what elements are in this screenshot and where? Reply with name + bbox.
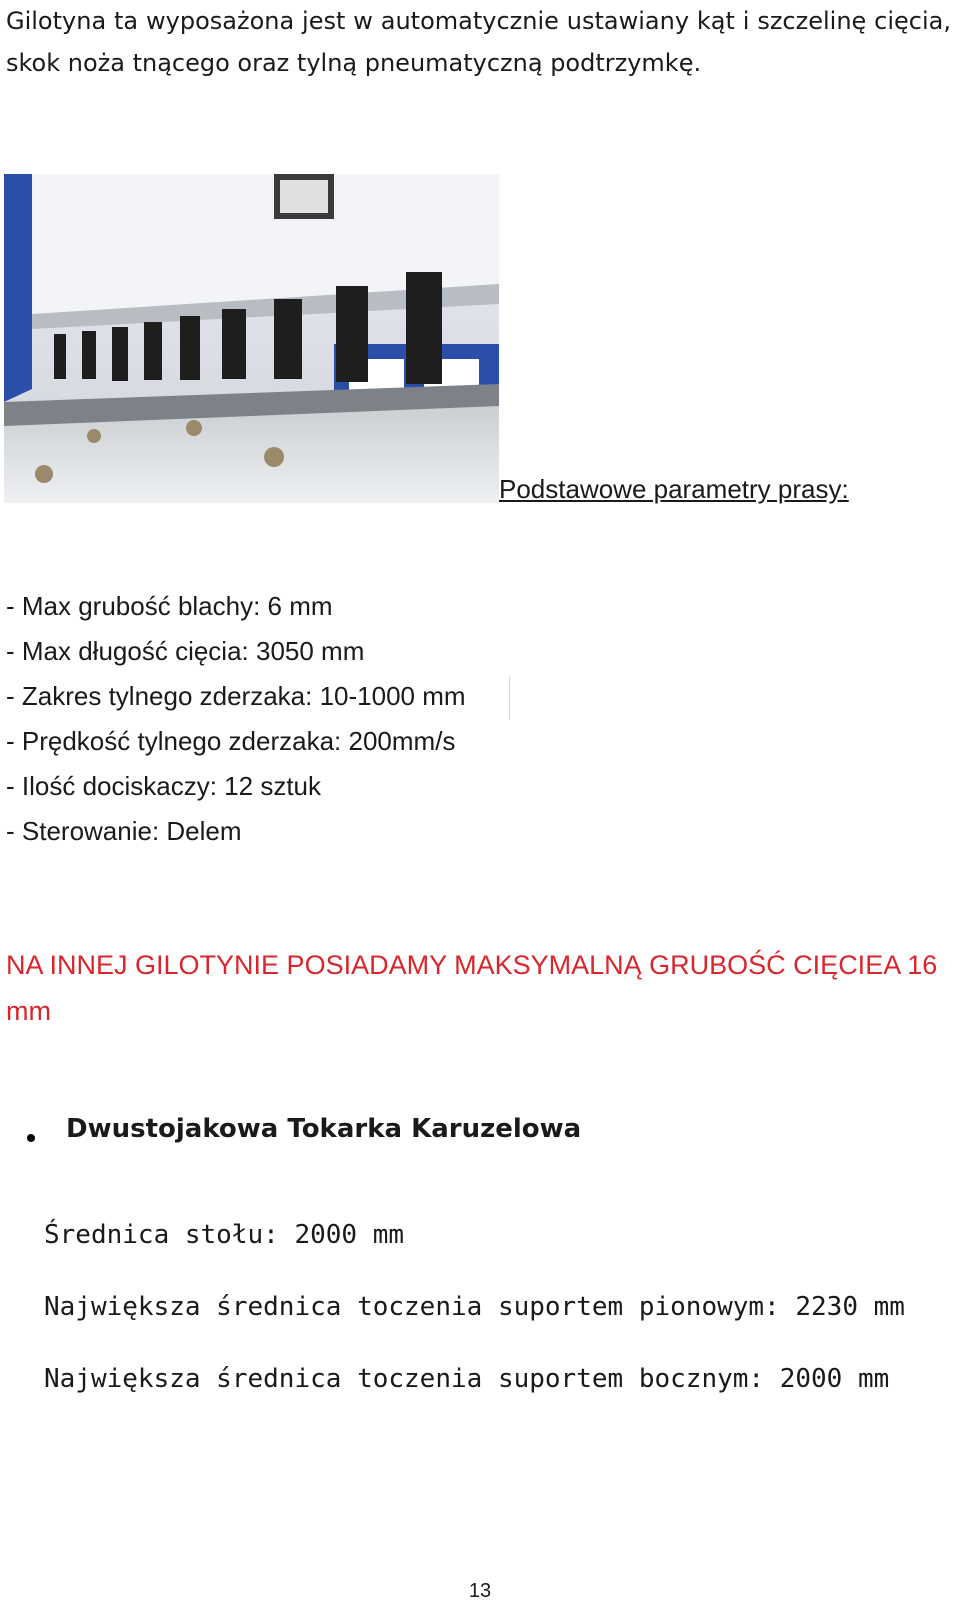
text-cursor-line [509, 676, 510, 720]
spec-line: Średnica stołu: 2000 mm [44, 1220, 405, 1250]
intro-paragraph: Gilotyna ta wyposażona jest w automatycznie ustawiany kąt i szczelinę cięcia, skok noża tnącego oraz tylną pneumatyczną podtrzymkę. [6, 7, 951, 77]
spec-line: Największa średnica toczenia suportem pionowym: 2230 mm [44, 1292, 905, 1322]
guillotine-photo [4, 174, 499, 503]
parameter-item: - Zakres tylnego zderzaka: 10-1000 mm [6, 681, 466, 711]
spec-line: Największa średnica toczenia suportem bocznym: 2000 mm [44, 1364, 890, 1394]
parameter-item: - Prędkość tylnego zderzaka: 200mm/s [6, 726, 456, 756]
parameter-list [6, 584, 466, 854]
section-heading: Dwustojakowa Tokarka Karuzelowa [66, 1114, 582, 1144]
parameter-item: - Sterowanie: Delem [6, 816, 242, 846]
parameter-item: - Ilość dociskaczy: 12 sztuk [6, 771, 321, 801]
bullet-icon [27, 1134, 35, 1142]
photo-caption: Podstawowe parametry prasy: [499, 474, 849, 504]
notice-text: NA INNEJ GILOTYNIE POSIADAMY MAKSYMALNĄ GRUBOŚĆ CIĘCIEA 16 mm [6, 950, 938, 1026]
page-number: 13 [468, 1580, 492, 1602]
parameter-item: - Max długość cięcia: 3050 mm [6, 636, 365, 666]
parameter-item: - Max grubość blachy: 6 mm [6, 591, 333, 621]
